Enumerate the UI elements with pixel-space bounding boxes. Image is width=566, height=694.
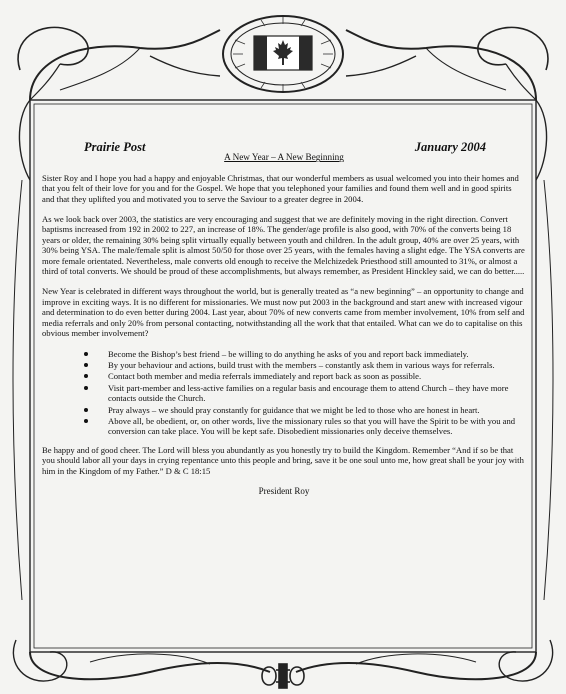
- bullet-icon: [84, 386, 88, 390]
- newsletter-body: [42, 142, 526, 496]
- scroll-ornament-icon: [262, 664, 304, 688]
- bullet-icon: [84, 374, 88, 378]
- bullet-icon: [84, 419, 88, 423]
- list-item-text: Become the Bishop’s best friend – be willing to do anything he asks of you and report back immediately.: [108, 348, 469, 359]
- list-item-text: Contact both member and media referrals immediately and report back as soon as possible.: [108, 371, 422, 382]
- list-item: [84, 405, 526, 415]
- paragraph-statistics: As we look back over 2003, the statistics are very encouraging and suggest that we are definitely moving in the right direction. Convert baptisms increased from 192 in 2002 to 227, an increase of 18%. The gender/age profile is also good, with 70% of the converts being 18 years or older, the remaining 30% being split virtually equally between youth and children. In the adult group, 40% are over 25 years, with 30% being YSA. The male/female split is almost 50/50 for those over 25 years, with the females having a slight edge. The YSA converts are more female orientated. Nevertheless, male converts old enough to receive the Melchizedek Priesthood still amounted to 31%, or almost a third of total converts. We should be proud of these accomplishments, but always remember, as President Hinckley said, we can do better.....: [42, 214, 525, 277]
- list-item-text: Pray always – we should pray constantly for guidance that we might be led to those who are honest in heart.: [108, 404, 480, 415]
- paragraph-greeting: Sister Roy and I hope you had a happy and enjoyable Christmas, that our wonderful members as usual welcomed you into their homes and that you felt of their love for you and for the Gospel. We hope that you telephoned your families and found them well and in good spirits and that they uplifted you and motivated you to serve the Saviour to a greater degree in 2004.: [42, 172, 519, 204]
- list-item: [84, 371, 526, 381]
- bullet-list: [42, 349, 526, 437]
- article-headline: A New Year – A New Beginning: [224, 152, 344, 163]
- publication-title: Prairie Post: [84, 140, 146, 154]
- list-item: [84, 349, 526, 359]
- list-item-text: Above all, be obedient, or, on other words, live the missionary rules so that you will have the Spirit to be with you and conversion can take place. You will be kept safe. Disobedient missionaries only deceive themselves.: [108, 415, 516, 437]
- bullet-icon: [84, 352, 88, 356]
- bullet-icon: [84, 363, 88, 367]
- canada-flag-crest-icon: [221, 12, 345, 96]
- paragraph-new-year: New Year is celebrated in different ways throughout the world, but is generally treated as “a new beginning” – an opportunity to change and improve in exciting ways. It is no different for missionaries. We must now put 2003 in the background and start anew with increased vigour and determination to do even better during 2004. Last year, about 70% of new converts came from member involvement, 10% from self and media referrals and only 20% from personal contacting, notwithstanding all the work that that entailed. What can we do to capitalise on this obvious member involvement?: [42, 286, 525, 339]
- list-item-text: By your behaviour and actions, build trust with the members – constantly ask them in various ways for referrals.: [108, 359, 495, 370]
- list-item: [84, 360, 526, 370]
- list-item: [84, 416, 526, 437]
- list-item: [84, 383, 526, 404]
- bullet-icon: [84, 408, 88, 412]
- paragraph-closing: Be happy and of good cheer. The Lord will bless you abundantly as you honestly try to build the Kingdom. Remember “And if so be that you should labor all your days in crying repentance unto this people and bring, save it be one soul unto me, how great shall be your joy with him in the Kingdom of my Father.” D & C 18:15: [42, 444, 524, 476]
- issue-date: January 2004: [414, 140, 486, 154]
- newsletter-header: [42, 142, 526, 152]
- list-item-text: Visit part-member and less-active families on a regular basis and encourage them to attend Church – they have more contacts outside the Church.: [108, 382, 509, 404]
- signature: President Roy: [258, 485, 310, 496]
